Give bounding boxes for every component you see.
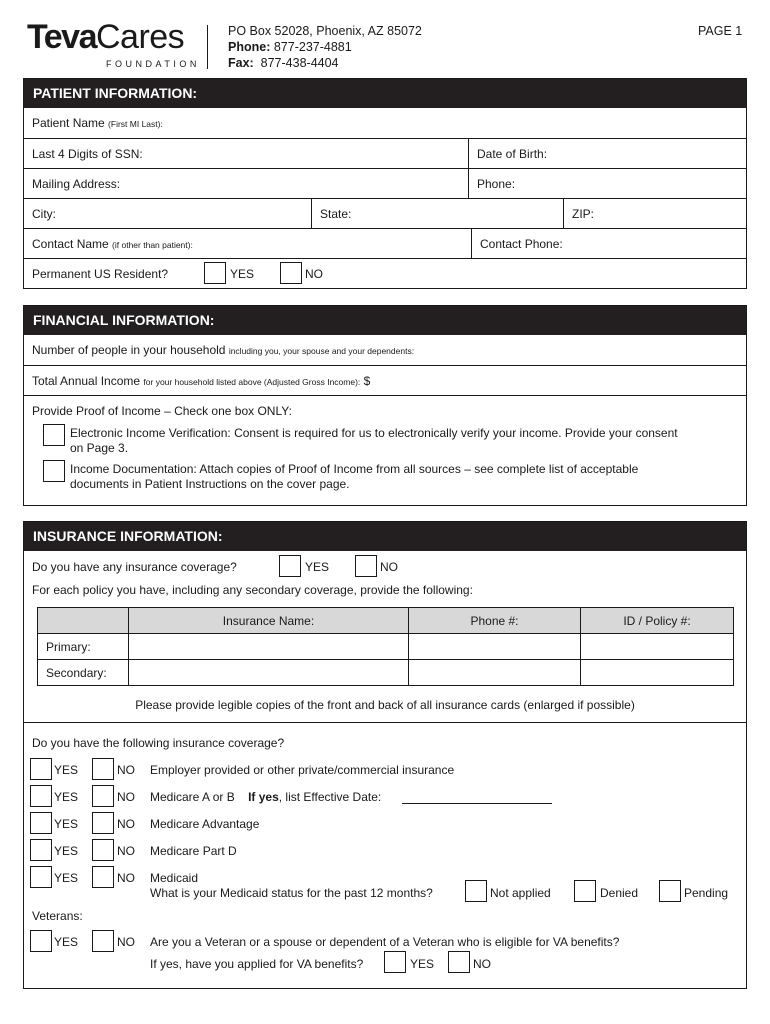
medicare-effective-date-field[interactable] bbox=[402, 788, 552, 804]
income-documentation-text bbox=[70, 462, 638, 492]
financial-section-title: FINANCIAL INFORMATION: bbox=[24, 306, 746, 335]
advantage-yes-label: YES bbox=[54, 817, 79, 831]
veteran-no-label: NO bbox=[117, 935, 135, 949]
contact-name-field[interactable] bbox=[32, 237, 193, 251]
electronic-verification-text bbox=[70, 426, 678, 456]
ssn-field[interactable]: Last 4 Digits of SSN: bbox=[32, 147, 143, 161]
table-row bbox=[38, 660, 734, 686]
primary-id-cell[interactable] bbox=[581, 634, 734, 660]
page-number: PAGE 1 bbox=[698, 24, 743, 38]
veteran-yes-checkbox[interactable] bbox=[30, 930, 52, 952]
contact-name-label: Contact Name bbox=[32, 237, 109, 251]
household-hint: including you, your spouse and your dependents: bbox=[228, 346, 415, 356]
financial-section bbox=[23, 305, 747, 506]
row-primary-label: Primary: bbox=[38, 634, 129, 660]
advantage-yes-checkbox[interactable] bbox=[30, 812, 52, 834]
coverage-yes-label: YES bbox=[305, 560, 330, 574]
table-row bbox=[38, 634, 734, 660]
state-field[interactable] bbox=[311, 199, 563, 228]
medicare-ab-text bbox=[150, 790, 381, 804]
coverage-no-checkbox[interactable] bbox=[355, 555, 377, 577]
patient-name-hint: (First MI Last): bbox=[108, 119, 163, 129]
electronic-verification-line2: on Page 3. bbox=[70, 441, 129, 455]
insurance-section-title: INSURANCE INFORMATION: bbox=[24, 522, 746, 551]
header-phone-value: 877-237-4881 bbox=[273, 40, 352, 54]
medicare-ab-yes-label: YES bbox=[54, 790, 79, 804]
va-applied-no-label: NO bbox=[473, 957, 491, 971]
medicare-ab-no-checkbox[interactable] bbox=[92, 785, 114, 807]
partd-yes-label: YES bbox=[54, 844, 79, 858]
medicare-ab-ifyes: If yes bbox=[248, 790, 279, 804]
medicaid-text: Medicaid bbox=[150, 871, 199, 885]
city-row bbox=[24, 198, 746, 228]
veteran-no-checkbox[interactable] bbox=[92, 930, 114, 952]
col-insurance-name: Insurance Name: bbox=[129, 608, 409, 634]
patient-name-label: Patient Name bbox=[32, 116, 105, 130]
section-divider bbox=[24, 722, 746, 723]
income-label: Total Annual Income bbox=[32, 374, 141, 388]
medicaid-yes-checkbox[interactable] bbox=[30, 866, 52, 888]
medicare-ab-rest: , list Effective Date: bbox=[278, 790, 382, 804]
zip-label: ZIP: bbox=[572, 207, 595, 221]
advantage-no-label: NO bbox=[117, 817, 135, 831]
logo-teva: Teva bbox=[27, 18, 96, 56]
household-label: Number of people in your household bbox=[32, 343, 226, 357]
following-question: Do you have the following insurance coverage? bbox=[32, 736, 285, 750]
household-field[interactable] bbox=[24, 335, 746, 365]
coverage-question: Do you have any insurance coverage? bbox=[32, 560, 237, 574]
zip-field[interactable] bbox=[563, 199, 746, 228]
col-phone: Phone #: bbox=[409, 608, 581, 634]
income-documentation-line1: Income Documentation: Attach copies of Proof of Income from all sources – see complete list of acceptable bbox=[70, 462, 639, 476]
va-applied-no-checkbox[interactable] bbox=[448, 951, 470, 973]
denied-label: Denied bbox=[600, 886, 639, 900]
medicaid-no-label: NO bbox=[117, 871, 135, 885]
medicare-ab-no-label: NO bbox=[117, 790, 135, 804]
denied-checkbox[interactable] bbox=[574, 880, 596, 902]
medicare-ab-yes-checkbox[interactable] bbox=[30, 785, 52, 807]
ssn-row bbox=[24, 138, 746, 168]
advantage-text: Medicare Advantage bbox=[150, 817, 260, 831]
patient-name-field[interactable] bbox=[24, 108, 746, 138]
resident-no-label: NO bbox=[305, 267, 323, 281]
resident-yes-checkbox[interactable] bbox=[204, 262, 226, 284]
coverage-no-label: NO bbox=[380, 560, 398, 574]
logo-foundation: FOUNDATION bbox=[106, 59, 200, 69]
employer-yes-checkbox[interactable] bbox=[30, 758, 52, 780]
medicare-ab-label: Medicare A or B bbox=[150, 790, 235, 804]
mailing-address-field[interactable]: Mailing Address: bbox=[32, 177, 121, 191]
medicaid-no-checkbox[interactable] bbox=[92, 866, 114, 888]
coverage-yes-checkbox[interactable] bbox=[279, 555, 301, 577]
contact-phone-label: Contact Phone: bbox=[480, 237, 563, 251]
header-divider bbox=[207, 25, 208, 69]
va-applied-question: If yes, have you applied for VA benefits? bbox=[150, 957, 364, 971]
va-applied-yes-label: YES bbox=[410, 957, 435, 971]
header-phone bbox=[228, 39, 352, 55]
header-address: PO Box 52028, Phoenix, AZ 85072 bbox=[228, 24, 422, 38]
employer-no-checkbox[interactable] bbox=[92, 758, 114, 780]
electronic-verification-line1: Electronic Income Verification: Consent is required for us to electronically verify your income. Provide your consent bbox=[70, 426, 678, 440]
veteran-yes-label: YES bbox=[54, 935, 79, 949]
income-documentation-checkbox[interactable] bbox=[43, 460, 65, 482]
header-fax-label: Fax: bbox=[228, 56, 254, 70]
income-field[interactable] bbox=[24, 365, 746, 395]
city-field[interactable]: City: bbox=[32, 207, 56, 221]
employer-yes-label: YES bbox=[54, 763, 79, 777]
table-corner bbox=[38, 608, 129, 634]
header-fax bbox=[228, 55, 339, 71]
employer-no-label: NO bbox=[117, 763, 135, 777]
advantage-no-checkbox[interactable] bbox=[92, 812, 114, 834]
medicaid-status-question: What is your Medicaid status for the past 12 months? bbox=[150, 886, 433, 900]
proof-label: Provide Proof of Income – Check one box ONLY: bbox=[32, 404, 292, 418]
resident-row bbox=[24, 258, 746, 288]
veteran-question: Are you a Veteran or a spouse or dependent of a Veteran who is eligible for VA benefits? bbox=[150, 935, 620, 949]
row-secondary-label: Secondary: bbox=[38, 660, 129, 686]
medicaid-yes-label: YES bbox=[54, 871, 79, 885]
header-phone-label: Phone: bbox=[228, 40, 271, 54]
address-row bbox=[24, 168, 746, 198]
logo bbox=[27, 18, 200, 74]
pending-label: Pending bbox=[684, 886, 729, 900]
resident-no-checkbox[interactable] bbox=[280, 262, 302, 284]
patient-section bbox=[23, 78, 747, 289]
electronic-verification-checkbox[interactable] bbox=[43, 424, 65, 446]
cards-note: Please provide legible copies of the front and back of all insurance cards (enlarged if possible) bbox=[135, 698, 635, 712]
secondary-name-cell[interactable] bbox=[129, 660, 409, 686]
insurance-table bbox=[37, 607, 734, 686]
partd-no-checkbox[interactable] bbox=[92, 839, 114, 861]
resident-label: Permanent US Resident? bbox=[32, 267, 169, 281]
phone-field[interactable] bbox=[468, 169, 746, 198]
income-hint: for your household listed above (Adjusted Gross Income): bbox=[143, 377, 361, 387]
veterans-label: Veterans: bbox=[32, 909, 83, 923]
income-documentation-line2: documents in Patient Instructions on the cover page. bbox=[70, 477, 350, 491]
contact-phone-field[interactable] bbox=[471, 229, 746, 258]
dob-label: Date of Birth: bbox=[477, 147, 548, 161]
proof-row bbox=[24, 395, 746, 505]
income-symbol: $ bbox=[363, 374, 371, 388]
partd-no-label: NO bbox=[117, 844, 135, 858]
partd-text: Medicare Part D bbox=[150, 844, 237, 858]
insurance-section bbox=[23, 521, 747, 989]
policy-instructions: For each policy you have, including any secondary coverage, provide the following: bbox=[32, 583, 473, 597]
state-label: State: bbox=[320, 207, 352, 221]
header-fax-value: 877-438-4404 bbox=[260, 56, 339, 70]
resident-yes-label: YES bbox=[230, 267, 255, 281]
not-applied-label: Not applied bbox=[490, 886, 551, 900]
employer-text: Employer provided or other private/commercial insurance bbox=[150, 763, 455, 777]
va-applied-yes-checkbox[interactable] bbox=[384, 951, 406, 973]
phone-label: Phone: bbox=[477, 177, 516, 191]
col-id-policy: ID / Policy #: bbox=[581, 608, 734, 634]
patient-section-title: PATIENT INFORMATION: bbox=[24, 79, 746, 108]
not-applied-checkbox[interactable] bbox=[465, 880, 487, 902]
contact-name-hint: (if other than patient): bbox=[112, 240, 193, 250]
partd-yes-checkbox[interactable] bbox=[30, 839, 52, 861]
secondary-id-cell[interactable] bbox=[581, 660, 734, 686]
contact-row bbox=[24, 228, 746, 258]
primary-name-cell[interactable] bbox=[129, 634, 409, 660]
primary-phone-cell[interactable] bbox=[409, 634, 581, 660]
secondary-phone-cell[interactable] bbox=[409, 660, 581, 686]
logo-cares: Cares bbox=[95, 18, 185, 56]
pending-checkbox[interactable] bbox=[659, 880, 681, 902]
dob-field[interactable] bbox=[468, 139, 746, 168]
